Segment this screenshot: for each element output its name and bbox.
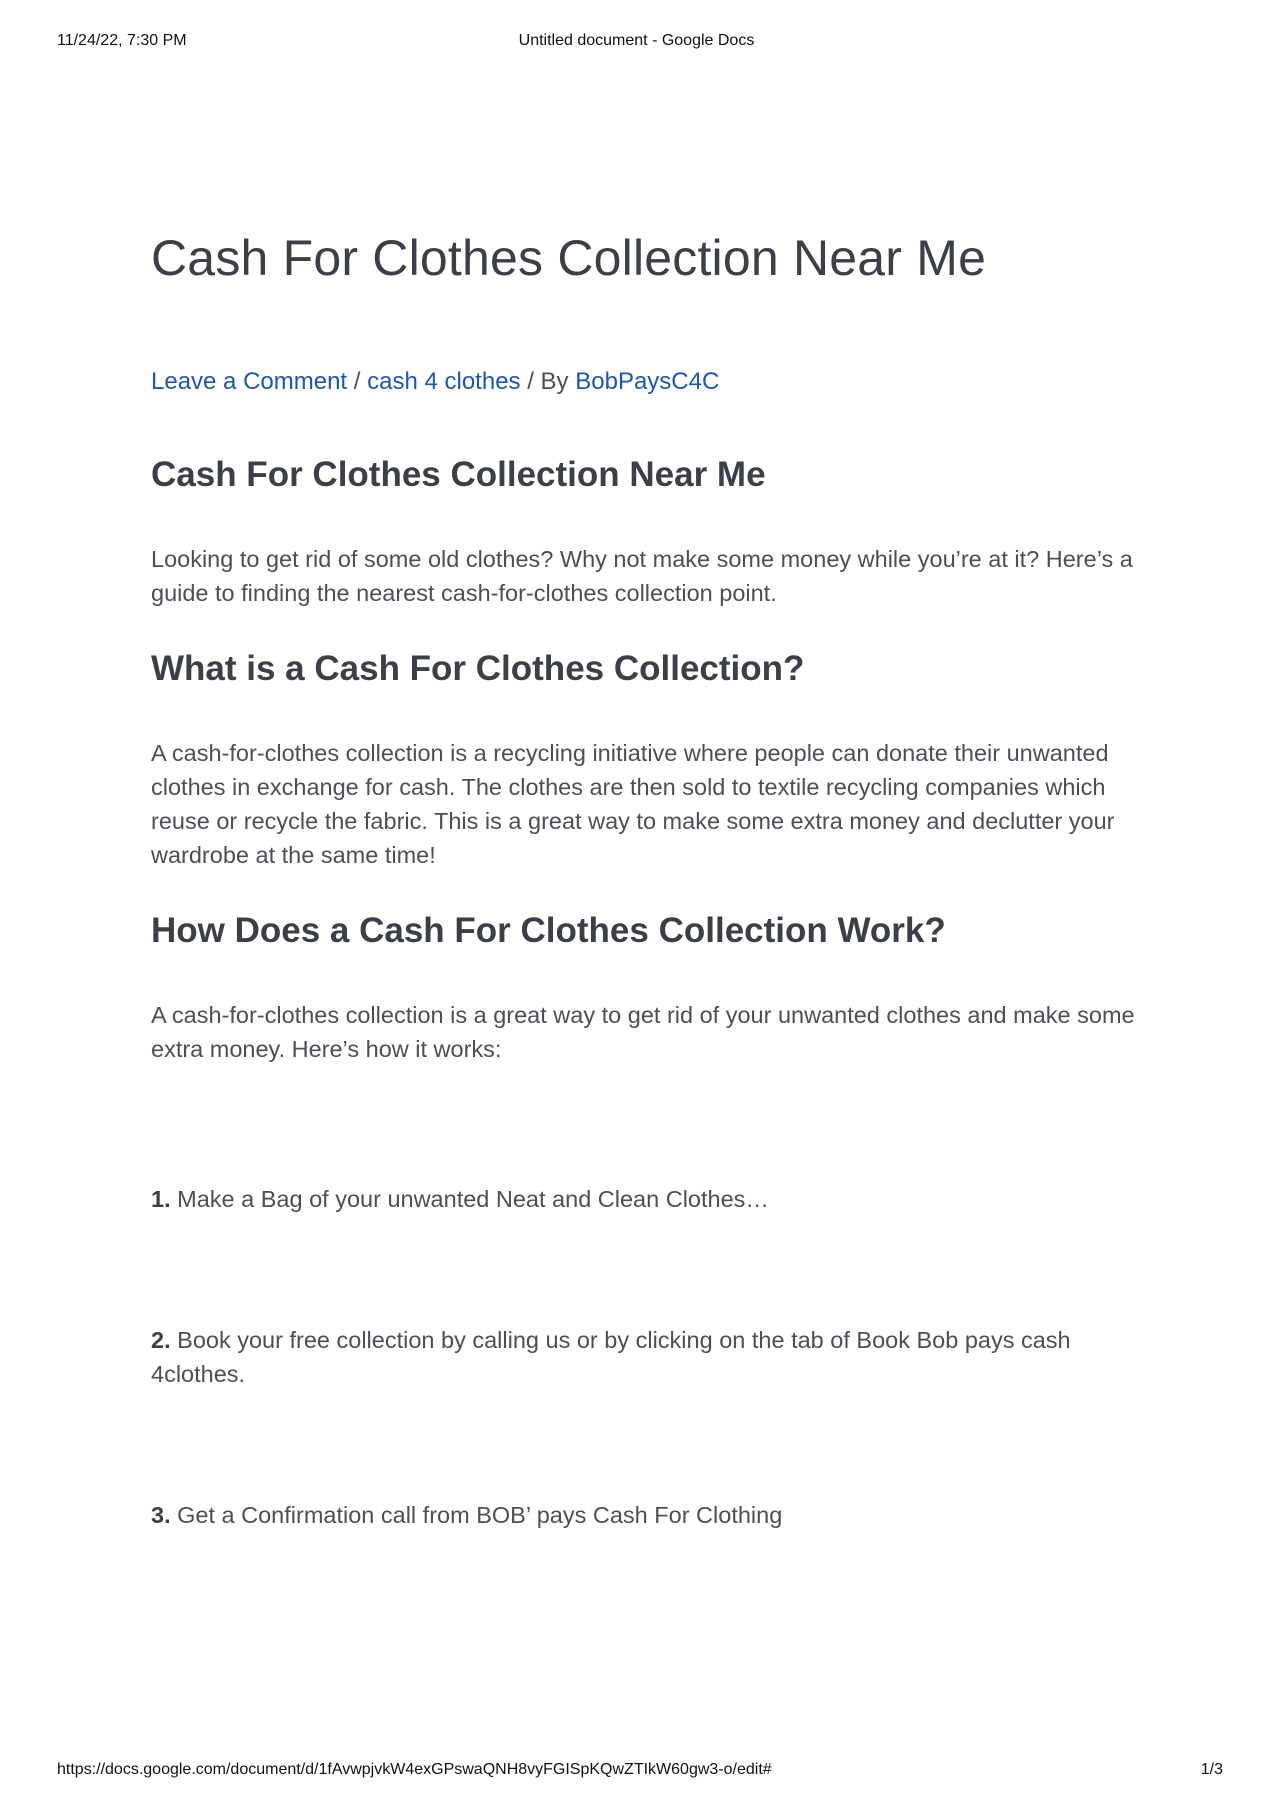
step-item <box>151 1498 1141 1532</box>
leave-comment-link[interactable]: Leave a Comment <box>151 368 348 395</box>
print-header <box>0 32 1273 52</box>
print-url: https://docs.google.com/document/d/1fAvwpjvkW4exGPswaQNH8vyFGISpKQwZTIkW60gw3-o/edit# <box>57 1761 772 1778</box>
author-link[interactable]: BobPaysC4C <box>575 368 720 395</box>
print-footer <box>0 1761 1273 1781</box>
meta-by-separator: / By <box>520 368 576 395</box>
step-item <box>151 1182 1141 1216</box>
step-item <box>151 1323 1141 1391</box>
step-text: Book your free collection by calling us or by clicking on the tab of Book Bob pays cash 4clothes. <box>151 1327 1071 1387</box>
section-heading: How Does a Cash For Clothes Collection Work? <box>151 911 946 950</box>
step-number: 2. <box>151 1327 171 1353</box>
meta-separator: / <box>347 368 368 395</box>
page-number: 1/3 <box>1200 1761 1223 1778</box>
step-text: Get a Confirmation call from BOB’ pays Cash For Clothing <box>170 1502 783 1528</box>
step-number: 1. <box>151 1186 171 1212</box>
section-paragraph: A cash-for-clothes collection is a great way to get rid of your unwanted clothes and make some extra money. Here’s how it works: <box>151 1002 1135 1062</box>
step-text: Make a Bag of your unwanted Neat and Clean Clothes… <box>170 1186 769 1212</box>
step-number: 3. <box>151 1502 171 1528</box>
section-paragraph: Looking to get rid of some old clothes? Why not make some money while you’re at it? Here’s a guide to finding the nearest cash-for-clothes collection point. <box>151 546 1133 606</box>
section-paragraph: A cash-for-clothes collection is a recycling initiative where people can donate their unwanted clothes in exchange for cash. The clothes are then sold to textile recycling companies which reuse or recycle the fabric. This is a great way to make some extra money and declutter your wardrobe at the same time! <box>151 740 1115 868</box>
print-window-title: Untitled document - Google Docs <box>518 32 755 49</box>
section-heading: What is a Cash For Clothes Collection? <box>151 649 805 688</box>
print-datetime: 11/24/22, 7:30 PM <box>57 32 187 49</box>
post-meta <box>151 366 1141 398</box>
category-link[interactable]: cash 4 clothes <box>367 368 521 395</box>
document-body <box>151 220 1141 1532</box>
article-title: Cash For Clothes Collection Near Me <box>151 230 987 286</box>
section-heading: Cash For Clothes Collection Near Me <box>151 455 766 494</box>
